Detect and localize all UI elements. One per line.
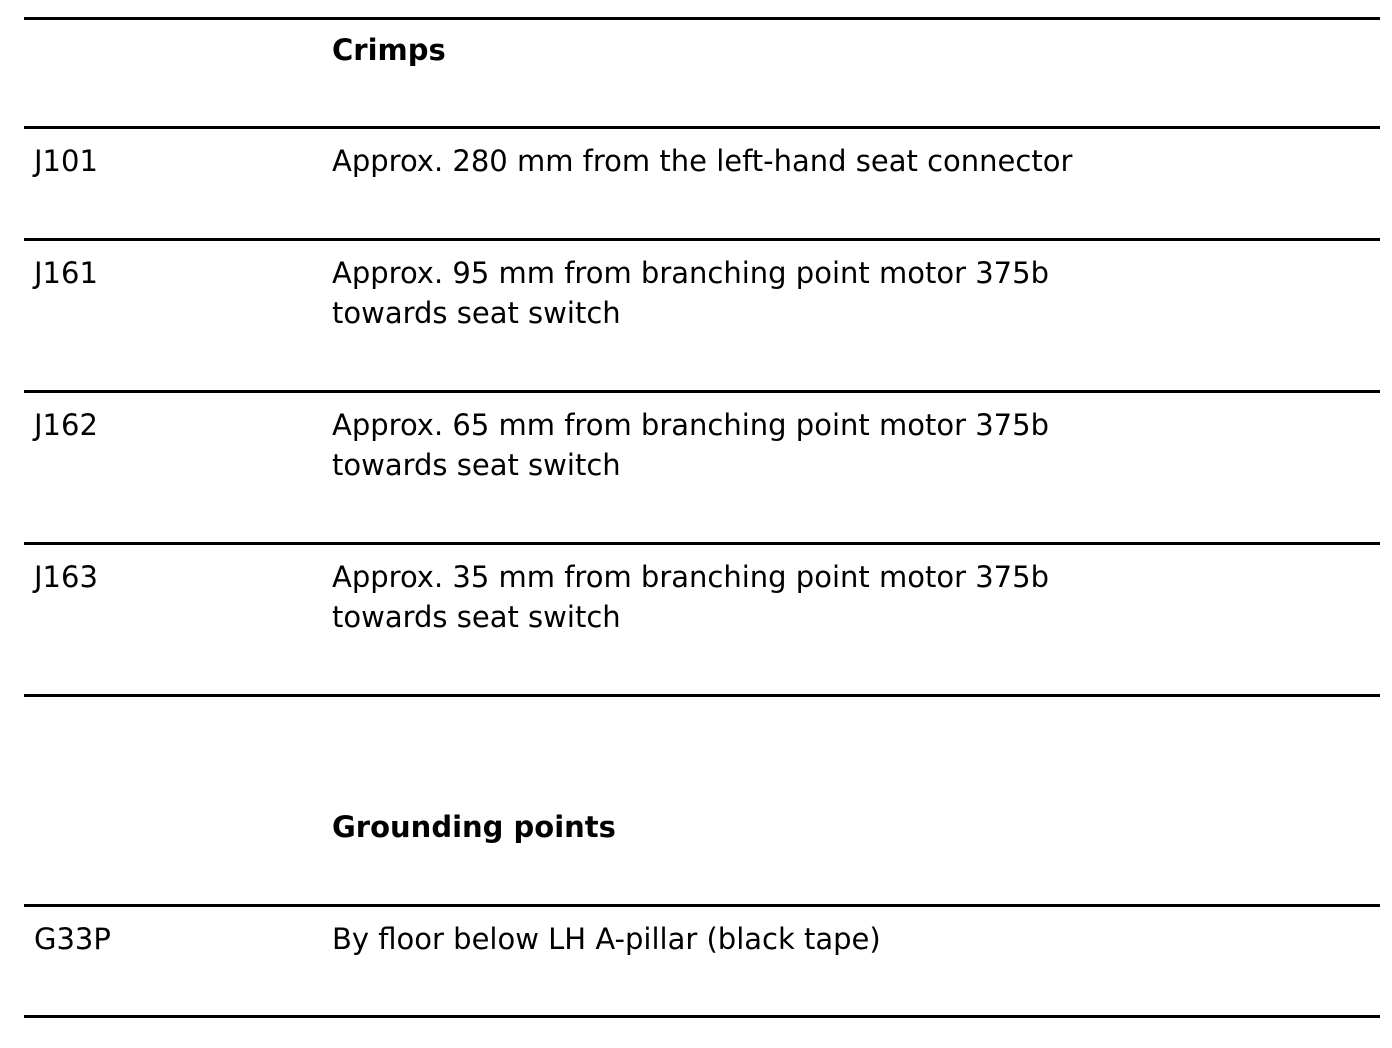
row-description: Approx. 65 mm from branching point motor 375b towards seat switch (332, 408, 1049, 482)
row-code: J161 (34, 256, 98, 290)
row-divider (24, 904, 1380, 907)
row-description: Approx. 35 mm from branching point motor 375b towards seat switch (332, 560, 1049, 634)
table-top-rule (24, 17, 1380, 20)
row-code: J163 (34, 560, 98, 594)
row-code: J162 (34, 408, 98, 442)
row-code: J101 (34, 144, 98, 178)
row-description: By floor below LH A-pillar (black tape) (332, 922, 881, 956)
section-heading-crimps: Crimps (332, 33, 446, 67)
row-divider (24, 542, 1380, 545)
row-description: Approx. 280 mm from the left-hand seat connector (332, 144, 1073, 178)
row-divider (24, 238, 1380, 241)
row-description: Approx. 95 mm from branching point motor 375b towards seat switch (332, 256, 1049, 330)
row-divider (24, 126, 1380, 129)
row-code: G33P (34, 922, 111, 956)
table-bottom-rule (24, 1015, 1380, 1018)
section-heading-grounding-points: Grounding points (332, 810, 616, 844)
section-bottom-rule (24, 694, 1380, 697)
row-divider (24, 390, 1380, 393)
